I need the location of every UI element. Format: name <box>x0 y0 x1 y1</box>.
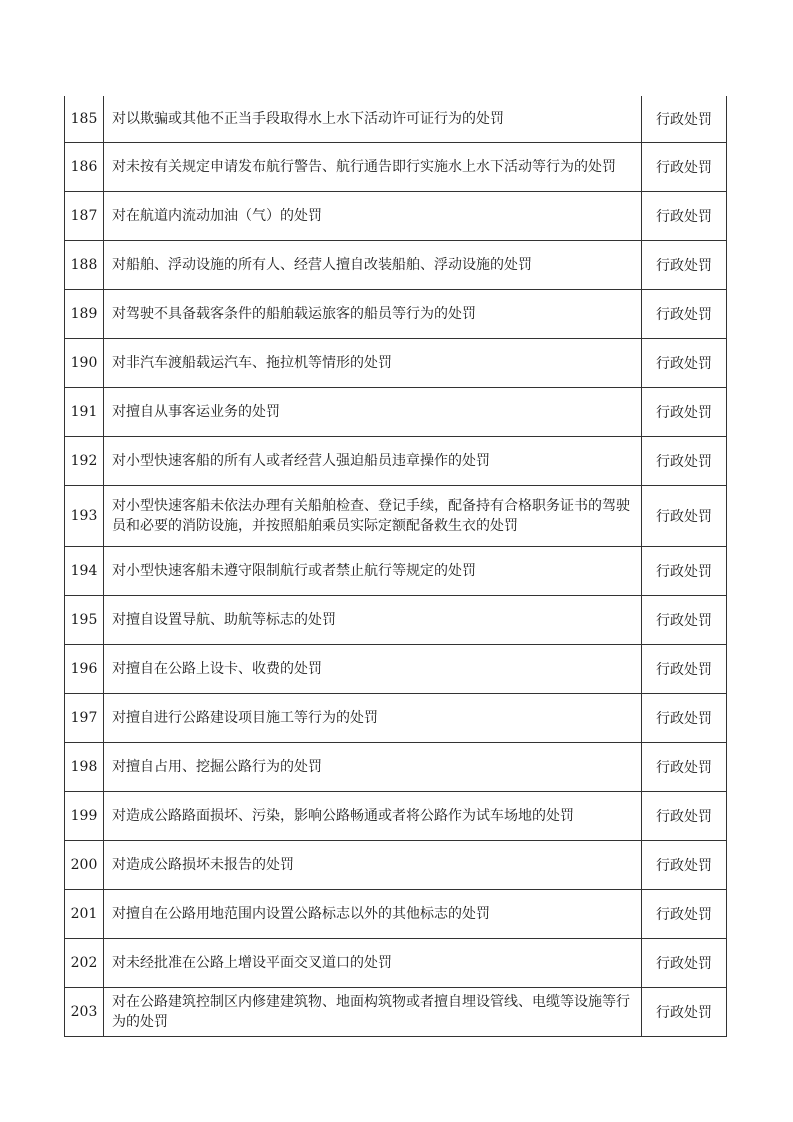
table-row <box>64 694 727 743</box>
row-description: 对擅自进行公路建设项目施工等行为的处罚 <box>104 694 642 742</box>
row-description: 对擅自从事客运业务的处罚 <box>104 388 642 436</box>
row-number: 191 <box>64 388 104 436</box>
row-number: 185 <box>64 96 104 142</box>
row-number: 190 <box>64 339 104 387</box>
row-type: 行政处罚 <box>642 596 727 644</box>
row-description: 对小型快速客船未遵守限制航行或者禁止航行等规定的处罚 <box>104 547 642 595</box>
row-number: 200 <box>64 841 104 889</box>
table-row <box>64 939 727 988</box>
table-row <box>64 792 727 841</box>
row-number: 187 <box>64 192 104 240</box>
table-row <box>64 192 727 241</box>
table-row <box>64 96 727 143</box>
row-type: 行政处罚 <box>642 890 727 938</box>
table-row <box>64 547 727 596</box>
row-description: 对擅自占用、挖掘公路行为的处罚 <box>104 743 642 791</box>
table-row <box>64 486 727 547</box>
table-row <box>64 596 727 645</box>
row-type: 行政处罚 <box>642 290 727 338</box>
row-number: 196 <box>64 645 104 693</box>
row-number: 197 <box>64 694 104 742</box>
table-row <box>64 988 727 1037</box>
row-description: 对造成公路损坏未报告的处罚 <box>104 841 642 889</box>
row-type: 行政处罚 <box>642 694 727 742</box>
row-number: 188 <box>64 241 104 289</box>
row-number: 186 <box>64 143 104 191</box>
row-number: 202 <box>64 939 104 987</box>
row-type: 行政处罚 <box>642 792 727 840</box>
row-type: 行政处罚 <box>642 645 727 693</box>
row-number: 203 <box>64 988 104 1036</box>
table-row <box>64 437 727 486</box>
table-row <box>64 841 727 890</box>
row-description: 对以欺骗或其他不正当手段取得水上水下活动许可证行为的处罚 <box>104 96 642 142</box>
row-type: 行政处罚 <box>642 486 727 546</box>
row-type: 行政处罚 <box>642 841 727 889</box>
row-number: 189 <box>64 290 104 338</box>
row-type: 行政处罚 <box>642 143 727 191</box>
row-type: 行政处罚 <box>642 988 727 1036</box>
row-description: 对未经批准在公路上增设平面交叉道口的处罚 <box>104 939 642 987</box>
row-description: 对擅自设置导航、助航等标志的处罚 <box>104 596 642 644</box>
row-type: 行政处罚 <box>642 437 727 485</box>
row-description: 对非汽车渡船载运汽车、拖拉机等情形的处罚 <box>104 339 642 387</box>
row-type: 行政处罚 <box>642 547 727 595</box>
table-row <box>64 241 727 290</box>
row-type: 行政处罚 <box>642 241 727 289</box>
row-number: 192 <box>64 437 104 485</box>
row-description: 对造成公路路面损坏、污染，影响公路畅通或者将公路作为试车场地的处罚 <box>104 792 642 840</box>
row-description: 对擅自在公路用地范围内设置公路标志以外的其他标志的处罚 <box>104 890 642 938</box>
penalty-table <box>64 96 727 1037</box>
row-description: 对在航道内流动加油（气）的处罚 <box>104 192 642 240</box>
row-type: 行政处罚 <box>642 743 727 791</box>
table-row <box>64 143 727 192</box>
row-number: 198 <box>64 743 104 791</box>
row-type: 行政处罚 <box>642 96 727 142</box>
table-row <box>64 890 727 939</box>
table-row <box>64 290 727 339</box>
row-number: 199 <box>64 792 104 840</box>
row-type: 行政处罚 <box>642 192 727 240</box>
row-type: 行政处罚 <box>642 388 727 436</box>
row-description: 对船舶、浮动设施的所有人、经营人擅自改装船舶、浮动设施的处罚 <box>104 241 642 289</box>
row-type: 行政处罚 <box>642 939 727 987</box>
row-number: 195 <box>64 596 104 644</box>
row-description: 对驾驶不具备载客条件的船舶载运旅客的船员等行为的处罚 <box>104 290 642 338</box>
row-number: 193 <box>64 486 104 546</box>
row-description: 对未按有关规定申请发布航行警告、航行通告即行实施水上水下活动等行为的处罚 <box>104 143 642 191</box>
row-number: 194 <box>64 547 104 595</box>
row-description: 对在公路建筑控制区内修建建筑物、地面构筑物或者擅自埋设管线、电缆等设施等行为的处罚 <box>104 988 642 1036</box>
row-description: 对小型快速客船的所有人或者经营人强迫船员违章操作的处罚 <box>104 437 642 485</box>
row-description: 对小型快速客船未依法办理有关船舶检查、登记手续，配备持有合格职务证书的驾驶员和必要的消防设施，并按照船舶乘员实际定额配备救生衣的处罚 <box>104 486 642 546</box>
table-row <box>64 743 727 792</box>
row-description: 对擅自在公路上设卡、收费的处罚 <box>104 645 642 693</box>
table-row <box>64 339 727 388</box>
row-number: 201 <box>64 890 104 938</box>
row-type: 行政处罚 <box>642 339 727 387</box>
table-row <box>64 388 727 437</box>
table-row <box>64 645 727 694</box>
